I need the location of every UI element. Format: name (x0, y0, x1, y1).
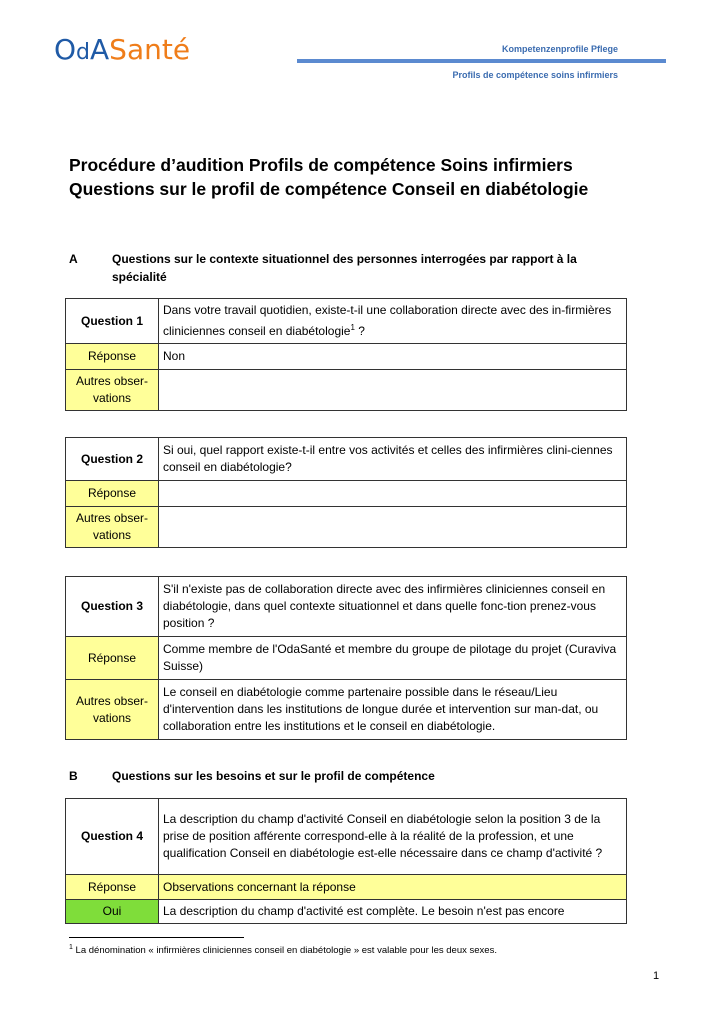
section-letter: B (69, 769, 78, 783)
question-4-table (65, 798, 627, 924)
autres-label: Autres obser-vations (66, 680, 159, 740)
question-label: Question 1 (66, 299, 159, 344)
header-bottom-label: Profils de compétence soins infirmiers (452, 70, 618, 80)
reponse-value: Non (159, 344, 627, 370)
autres-value: Le conseil en diabétologie comme partenaire possible dans le réseau/Lieu d'intervention dans les institutions de longue durée et intervention sur man-dat, ou collaboration entre les institutions et le conseil en diabétologie. (159, 680, 627, 740)
question-text: S'il n'existe pas de collaboration directe avec des infirmières cliniciennes conseil en diabétologie, dans quel contexte situationnel et dans quelle fonc-tion prenez-vous position ? (159, 577, 627, 637)
odasante-logo: OdASanté (54, 33, 191, 66)
reponse-value: Comme membre de l'OdaSanté et membre du groupe de pilotage du projet (Curaviva Suisse) (159, 637, 627, 680)
reponse-label: Réponse (66, 637, 159, 680)
header-top-label: Kompetenzenprofile Pflege (501, 44, 618, 54)
autres-label: Autres obser-vations (66, 370, 159, 411)
reponse-label: Réponse (66, 481, 159, 507)
section-letter: A (69, 252, 78, 266)
question-text: La description du champ d'activité Conseil en diabétologie selon la position 3 de la prise de position afférente correspond-elle à la réalité de la profession, et une qualification Conseil en diabétologie est-elle nécessaire dans ce champ d'activité ? (159, 799, 627, 875)
question-2-table (65, 437, 627, 548)
autres-value (159, 370, 627, 411)
section-text: Questions sur le contexte situationnel des personnes interrogées par rapport à la spécialité (112, 252, 577, 284)
page-number: 1 (653, 970, 660, 982)
footnote-divider (69, 937, 244, 938)
question-3-table (65, 576, 627, 740)
question-text: Si oui, quel rapport existe-t-il entre vos activités et celles des infirmières clini-ciennes conseil en diabétologie? (159, 438, 627, 481)
question-label: Question 4 (66, 799, 159, 875)
title-line-2: Questions sur le profil de compétence Conseil en diabétologie (69, 179, 589, 199)
reponse-header: Observations concernant la réponse (159, 875, 627, 900)
question-text: Dans votre travail quotidien, existe-t-il une collaboration directe avec des in-firmières cliniciennes conseil en diabétologie$^1$ ? (159, 299, 627, 344)
question-1-table (65, 298, 627, 411)
reponse-label: Réponse (66, 875, 159, 900)
autres-value (159, 507, 627, 548)
footnote: $^1$ La dénomination « infirmières cliniciennes conseil en diabétologie » est valable pour les deux sexes. (69, 944, 497, 957)
question-label: Question 3 (66, 577, 159, 637)
header-divider (297, 59, 666, 63)
oui-label: Oui (66, 900, 159, 924)
reponse-label: Réponse (66, 344, 159, 370)
oui-text: La description du champ d'activité est complète. Le besoin n'est pas encore (159, 900, 627, 924)
reponse-value (159, 481, 627, 507)
title-line-1: Procédure d’audition Profils de compétence Soins infirmiers (69, 155, 573, 175)
question-label: Question 2 (66, 438, 159, 481)
section-text: Questions sur les besoins et sur le profil de compétence (112, 769, 435, 783)
autres-label: Autres obser-vations (66, 507, 159, 548)
page-title (69, 153, 669, 201)
